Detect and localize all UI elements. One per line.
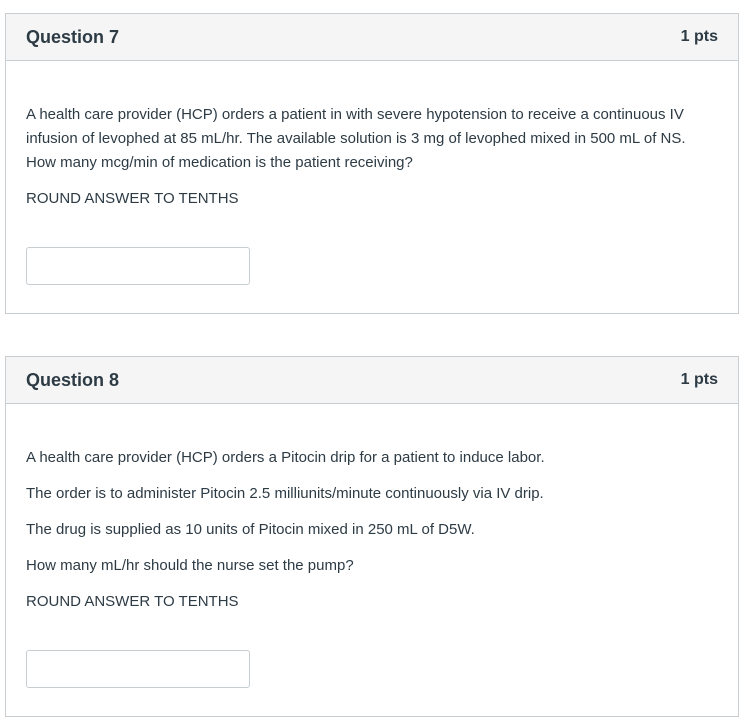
question-7-round-note: ROUND ANSWER TO TENTHS	[26, 190, 239, 207]
question-7-text: A health care provider (HCP) orders a patient in with severe hypotension to receive a continuous IV infusion of levophed at 85 mL/hr. The available solution is 3 mg of levophed mixed in 500 mL of NS. How many mcg/min of medication is the patient receiving?	[26, 106, 686, 171]
question-8-round-note: ROUND ANSWER TO TENTHS	[26, 593, 239, 610]
question-7-points: 1 pts	[680, 28, 718, 45]
question-7-title: Question 7	[26, 26, 120, 47]
question-8-text-3: The drug is supplied as 10 units of Pitocin mixed in 250 mL of D5W.	[26, 521, 475, 538]
question-8-points: 1 pts	[680, 371, 718, 388]
question-8-text-1: A health care provider (HCP) orders a Pitocin drip for a patient to induce labor.	[26, 449, 545, 466]
question-7-header	[6, 14, 738, 61]
question-7-body	[6, 61, 738, 285]
question-8-answer-input[interactable]	[26, 650, 250, 688]
question-8-card	[5, 356, 739, 717]
question-8-body	[6, 404, 738, 688]
question-7-card	[5, 13, 739, 314]
question-8-text-2: The order is to administer Pitocin 2.5 milliunits/minute continuously via IV drip.	[26, 485, 544, 502]
question-8-header	[6, 357, 738, 404]
question-7-answer-input[interactable]	[26, 247, 250, 285]
question-8-title: Question 8	[26, 369, 120, 390]
question-8-text-4: How many mL/hr should the nurse set the pump?	[26, 557, 354, 574]
